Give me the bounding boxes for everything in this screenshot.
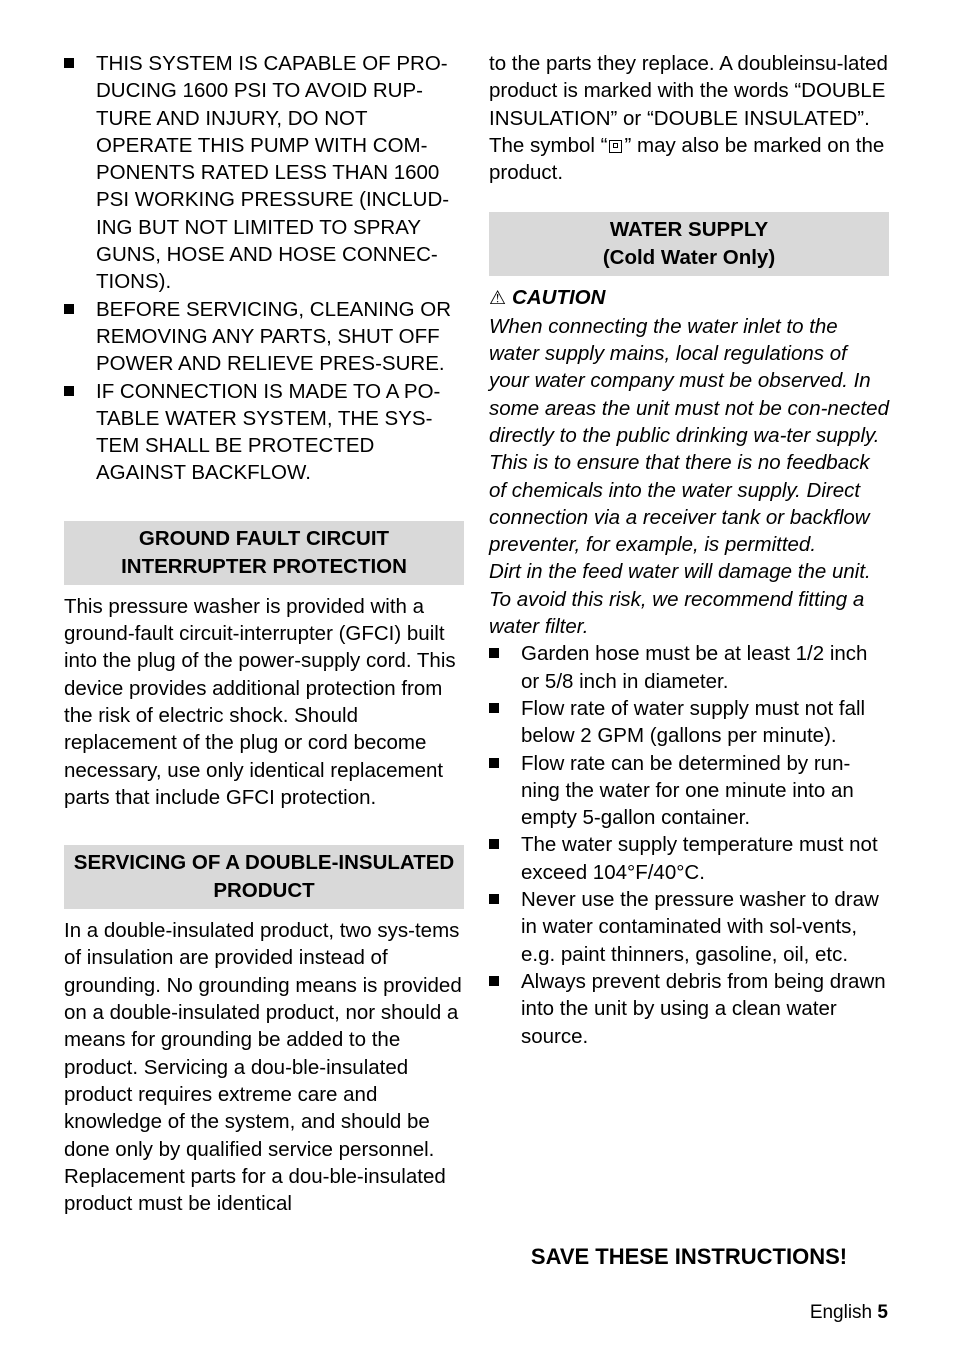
filter-paragraph: Dirt in the feed water will damage the unit. To avoid this risk, we recommend fitting a water filter. (489, 560, 871, 639)
square-bullet-icon (489, 894, 499, 904)
footer-language: English (809, 1302, 873, 1323)
square-bullet-icon (489, 703, 499, 713)
square-bullet-icon (489, 648, 499, 658)
warning-text: IF CONNECTION IS MADE TO A PO-TABLE WATER SYSTEM, THE SYS-TEM SHALL BE PROTECTED AGAINST BACKFLOW. (96, 379, 441, 485)
page-number: 5 (877, 1302, 888, 1323)
gfci-paragraph: This pressure washer is provided with a ground-fault circuit-interrupter (GFCI) built into the plug of the power-supply cord. This device provides additional protection from the risk of electric shock. Should replacement of the plug or cord become necessary, use only identical replacement parts that include GFCI protection. (64, 594, 456, 809)
right-column (489, 50, 889, 1050)
square-bullet-icon (489, 758, 499, 768)
gfci-heading: GROUND FAULT CIRCUIT INTERRUPTER PROTECTION (64, 521, 464, 585)
servicing-heading: SERVICING OF A DOUBLE-INSULATED PRODUCT (64, 845, 464, 909)
caution-paragraph: When connecting the water inlet to the water supply mains, local regulations of your water company must be observed. In some areas the unit must not be con-nected directly to the public drinking wa-ter supply. This is to ensure that there is no feedback of chemicals into the water supply. Direct connection via a receiver tank or backflow preventer, for example, is permitted. (489, 314, 889, 557)
list-item: Flow rate can be determined by run-ning the water for one minute into an empty 5-gallon container. (489, 750, 889, 832)
list-item (64, 378, 464, 487)
list-item: The water supply temperature must not exceed 104°F/40°C. (489, 831, 889, 886)
servicing-paragraph: In a double-insulated product, two sys-tems of insulation are provided instead of grounding. No grounding means is provided on a double-insulated product, nor should a means for grounding be added to the product. Servicing a dou-ble-insulated product requires extreme care and knowledge of the system, and should be done only by qualified service personnel. Replacement parts for a dou-ble-insulated product must be identical (64, 919, 462, 1216)
list-item: Never use the pressure washer to draw in water contaminated with sol-vents, e.g. paint thinners, gasoline, oil, etc. (489, 886, 889, 968)
list-item: Flow rate of water supply must not fall below 2 GPM (gallons per minute). (489, 695, 889, 750)
list-item (64, 50, 464, 296)
warning-text: BEFORE SERVICING, CLEANING OR REMOVING ANY PARTS, SHUT OFF POWER AND RELIEVE PRES-SURE. (96, 297, 452, 376)
double-insulation-symbol-icon (609, 140, 622, 153)
double-insulation-paragraph: to the parts they replace. A doubleinsu-lated product is marked with the words “DOUBLE INSULATION” or “DOUBLE INSULATED”. The symbol “ ” may also be marked on the product. (489, 52, 888, 185)
square-bullet-icon (64, 58, 74, 68)
square-bullet-icon (64, 386, 74, 396)
warning-list (64, 50, 464, 487)
square-bullet-icon (489, 839, 499, 849)
page-footer (810, 1300, 888, 1326)
warning-triangle-icon: ⚠ (489, 287, 507, 310)
list-item (64, 296, 464, 378)
save-instructions-heading: SAVE THESE INSTRUCTIONS! (530, 1244, 848, 1269)
water-supply-list (489, 640, 889, 1049)
left-column (64, 50, 464, 1217)
caution-title: ⚠ CAUTION (489, 284, 889, 312)
square-bullet-icon (64, 304, 74, 314)
water-supply-heading: WATER SUPPLY (Cold Water Only) (489, 212, 889, 276)
list-item: Garden hose must be at least 1/2 inch or 5/8 inch in diameter. (489, 640, 889, 695)
warning-text: THIS SYSTEM IS CAPABLE OF PRO-DUCING 1600 PSI TO AVOID RUP-TURE AND INJURY, DO NOT OPERATE THIS PUMP WITH COM-PONENTS RATED LESS THAN 1600 PSI WORKING PRESSURE (INCLUD-ING BUT NOT LIMITED TO SPRAY GUNS, HOSE AND HOSE CONNEC-TIONS). (96, 52, 450, 294)
square-bullet-icon (489, 976, 499, 986)
list-item: Always prevent debris from being drawn into the unit by using a clean water source. (489, 968, 889, 1050)
